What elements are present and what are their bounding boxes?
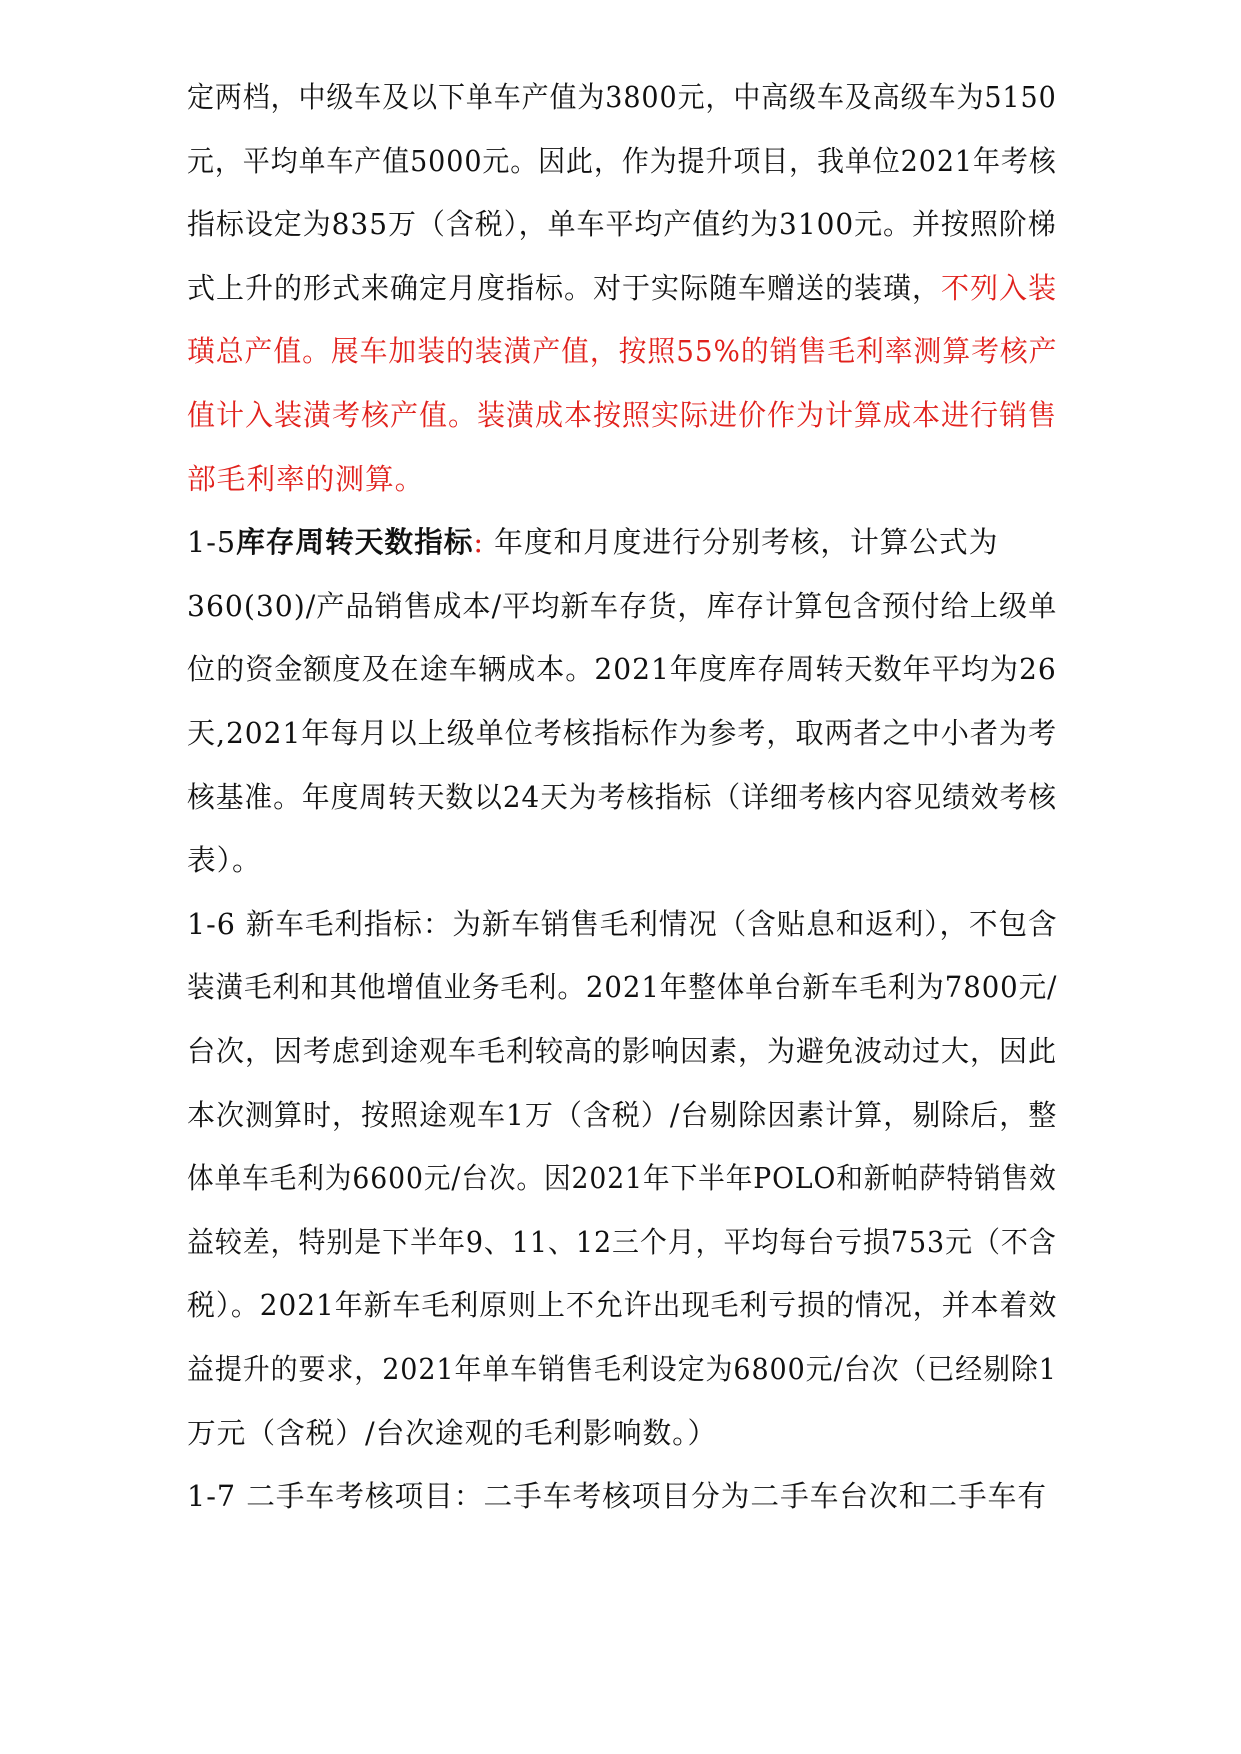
text-line — [187, 517, 1057, 567]
body-text: 定两档，中级车及以下单车产值为3800元，中高级车及高级车为5150 — [187, 80, 1057, 114]
heading-text: 库存周转天数指标 — [236, 525, 474, 560]
body-text: 装潢毛利和其他增值业务毛利。2021年整体单台新车毛利为7800元/ — [187, 970, 1058, 1005]
body-text: 1-7 二手车考核项目：二手车考核项目分为二手车台次和二手车有 — [187, 1479, 1048, 1514]
highlighted-text: 部毛利率的测算。 — [187, 461, 425, 496]
text-line — [187, 962, 1058, 1012]
text-line — [187, 1026, 1058, 1076]
text-line — [187, 263, 1058, 313]
text-line — [187, 1217, 1057, 1267]
body-text: 360(30)/产品销售成本/平均新车存货，库存计算包含预付给上级单 — [187, 588, 1058, 623]
text-line — [187, 899, 1058, 949]
highlighted-text: 值计入装潢考核产值。装潢成本按照实际进价作为计算成本进行销售 — [187, 398, 1058, 432]
body-text: 天,2021年每月以上级单位考核指标作为参考，取两者之中小者为考 — [187, 716, 1058, 750]
body-text: 本次测算时，按照途观车1万（含税）/台剔除因素计算，剔除后，整 — [187, 1097, 1058, 1132]
highlighted-text: 璜总产值。展车加装的装潢产值，按照55%的销售毛利率测算考核产 — [187, 334, 1058, 369]
text-line — [187, 1471, 1057, 1521]
text-line — [187, 772, 1057, 822]
text-line — [187, 390, 1058, 440]
body-text: 1-5 — [187, 525, 237, 560]
text-line — [187, 1090, 1058, 1140]
body-text: 益较差，特别是下半年9、11、12三个月，平均每台亏损753元（不含 — [187, 1224, 1057, 1259]
text-line — [187, 136, 1057, 186]
text-line — [187, 708, 1058, 758]
body-text: 指标设定为835万（含税），单车平均产值约为3100元。并按照阶梯 — [187, 207, 1057, 242]
text-line — [187, 1280, 1058, 1330]
body-text: 税）。2021年新车毛利原则上不允许出现毛利亏损的情况，并本着效 — [187, 1288, 1058, 1323]
body-text: 式上升的形式来确定月度指标。对于实际随车赠送的装璜， — [187, 270, 942, 305]
body-text: 核基准。年度周转天数以24天为考核指标（详细考核内容见绩效考核 — [187, 779, 1057, 814]
body-text: 益提升的要求，2021年单车销售毛利设定为6800元/台次（已经剔除1 — [187, 1352, 1057, 1386]
text-line — [187, 199, 1057, 249]
body-text: 万元（含税）/台次途观的毛利影响数。） — [187, 1415, 718, 1450]
text-line — [187, 581, 1058, 631]
text-line — [187, 1408, 1057, 1458]
body-text: 元，平均单车产值5000元。因此，作为提升项目，我单位2021年考核 — [187, 143, 1057, 178]
text-line — [187, 1344, 1057, 1394]
text-line — [187, 72, 1057, 122]
highlighted-text: 不列入装 — [941, 270, 1058, 305]
body-text: 年度和月度进行分别考核，计算公式为 — [484, 525, 999, 560]
body-text: 表）。 — [187, 843, 262, 878]
body-text: 位的资金额度及在途车辆成本。2021年度库存周转天数年平均为26 — [187, 652, 1057, 687]
text-line — [187, 326, 1058, 376]
text-line — [187, 1153, 1057, 1203]
text-line — [187, 644, 1057, 694]
highlighted-text: : — [473, 525, 485, 560]
body-text: 1-6 新车毛利指标：为新车销售毛利情况（含贴息和返利），不包含 — [187, 906, 1058, 941]
body-text: 体单车毛利为6600元/台次。因2021年下半年POLO和新帕萨特销售效 — [187, 1161, 1057, 1196]
text-line — [187, 835, 1057, 885]
body-text: 台次，因考虑到途观车毛利较高的影响因素，为避免波动过大，因此 — [187, 1034, 1058, 1068]
text-line — [187, 454, 1057, 504]
